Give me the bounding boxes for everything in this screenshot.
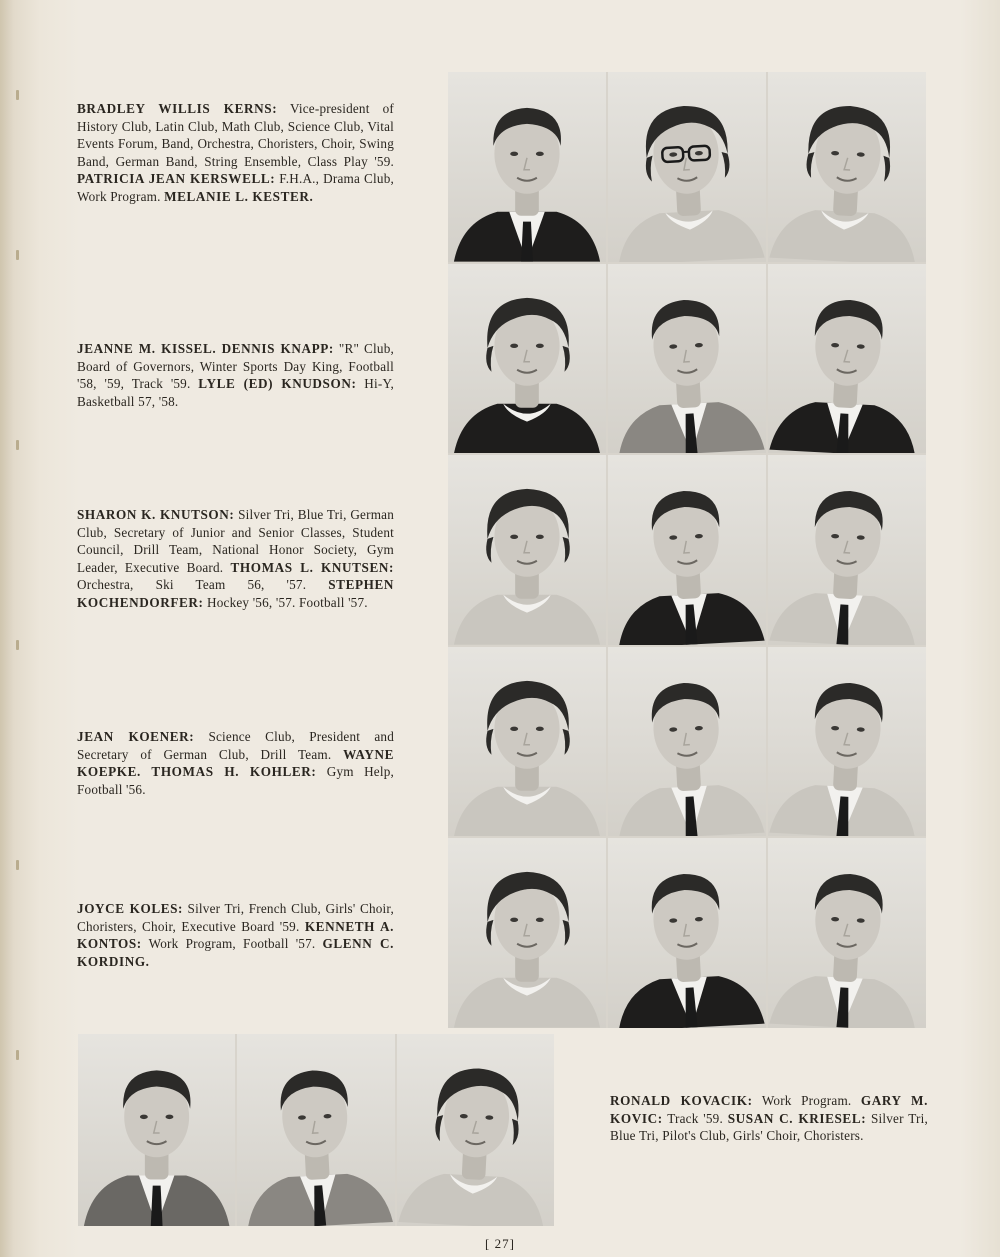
senior-caption-block xyxy=(77,900,394,970)
binding-mark xyxy=(16,250,19,260)
student-activities: Silver Tri, Blue Tri, German Club, Secretary of Junior and Senior Classes, Student Council, Drill Team, National Honor Society, Gym Leader, Executive Board. xyxy=(77,507,394,575)
student-portrait xyxy=(448,264,606,454)
student-portrait xyxy=(608,838,766,1028)
student-portrait xyxy=(448,647,606,837)
student-name: MELANIE L. KESTER. xyxy=(164,188,314,204)
binding-mark xyxy=(16,1050,19,1060)
senior-caption-block xyxy=(77,340,394,410)
student-activities: Silver Tri, Blue Tri, Pilot's Club, Girls' Choir, Choristers. xyxy=(610,1110,928,1144)
senior-caption-block xyxy=(77,506,394,612)
student-name: SHARON K. KNUTSON: xyxy=(77,507,235,522)
student-activities: Track '59. xyxy=(662,1110,728,1126)
student-activities: Gym Help, Football '56. xyxy=(77,764,394,797)
student-name: JOYCE KOLES: xyxy=(77,901,184,916)
student-activities: Science Club, President and Secretary of German Club, Drill Team. xyxy=(77,729,395,762)
student-portrait xyxy=(448,72,606,262)
student-activities: Silver Tri, French Club, Girls' Choir, Choristers, Choir, Executive Board '59. xyxy=(77,901,394,934)
student-name: LYLE (ED) KNUDSON: xyxy=(198,376,357,392)
student-name: WAYNE KOEPKE. THOMAS H. KOHLER: xyxy=(77,746,394,780)
student-activities: Orchestra, Ski Team 56, '57. xyxy=(77,577,329,593)
student-name: THOMAS L. KNUTSEN: xyxy=(230,559,394,575)
student-portrait xyxy=(448,838,606,1028)
student-name: SUSAN C. KRIESEL: xyxy=(727,1110,867,1126)
student-name: GLENN C. KORDING. xyxy=(77,936,394,969)
senior-photo-grid xyxy=(448,72,926,1028)
student-portrait xyxy=(768,838,926,1028)
student-portrait xyxy=(237,1034,394,1226)
binding-mark xyxy=(16,640,19,650)
student-portrait xyxy=(768,72,926,262)
student-activities: Hi-Y, Basketball 57, '58. xyxy=(77,376,394,409)
student-name: GARY M. KOVIC: xyxy=(610,1093,928,1126)
student-name: KENNETH A. KONTOS: xyxy=(77,918,394,952)
student-portrait xyxy=(768,647,926,837)
student-portrait xyxy=(448,455,606,645)
student-activities: Work Program, Football '57. xyxy=(141,936,323,952)
student-name: BRADLEY WILLIS KERNS: xyxy=(77,101,278,116)
binding-mark xyxy=(16,860,19,870)
student-name: STEPHEN KOCHENDORFER: xyxy=(77,577,394,610)
student-name: JEAN KOENER: xyxy=(77,729,195,744)
student-portrait xyxy=(78,1034,235,1226)
student-activities: Hockey '56, '57. Football '57. xyxy=(203,594,368,610)
binding-mark xyxy=(16,440,19,450)
student-portrait xyxy=(608,72,766,262)
senior-photo-row xyxy=(78,1034,554,1226)
student-activities: Vice-president of History Club, Latin Club, Math Club, Science Club, Vital Events Forum, Band, Orchestra, Choristers, Choir, Swing Band, German Band, String Ensemble, Class Play '59. xyxy=(77,101,394,169)
binding-mark xyxy=(16,90,19,100)
student-name: PATRICIA JEAN KERSWELL: xyxy=(77,171,276,187)
senior-caption-block xyxy=(610,1092,928,1145)
student-name: RONALD KOVACIK: xyxy=(610,1093,753,1108)
student-name: JEANNE M. KISSEL. DENNIS KNAPP: xyxy=(77,341,334,356)
page-number: [ 27] xyxy=(485,1236,515,1251)
student-activities: "R" Club, Board of Governors, Winter Sports Day King, Football '58, '59, Track '59. xyxy=(77,341,394,392)
senior-caption-block xyxy=(77,100,394,206)
student-portrait xyxy=(608,455,766,645)
student-portrait xyxy=(768,264,926,454)
student-portrait xyxy=(397,1034,554,1226)
student-portrait xyxy=(768,455,926,645)
student-portrait xyxy=(608,647,766,837)
senior-caption-block xyxy=(77,728,394,798)
student-activities: Work Program. xyxy=(752,1093,861,1108)
student-activities: F.H.A., Drama Club, Work Program. xyxy=(77,171,394,204)
student-portrait xyxy=(608,264,766,454)
